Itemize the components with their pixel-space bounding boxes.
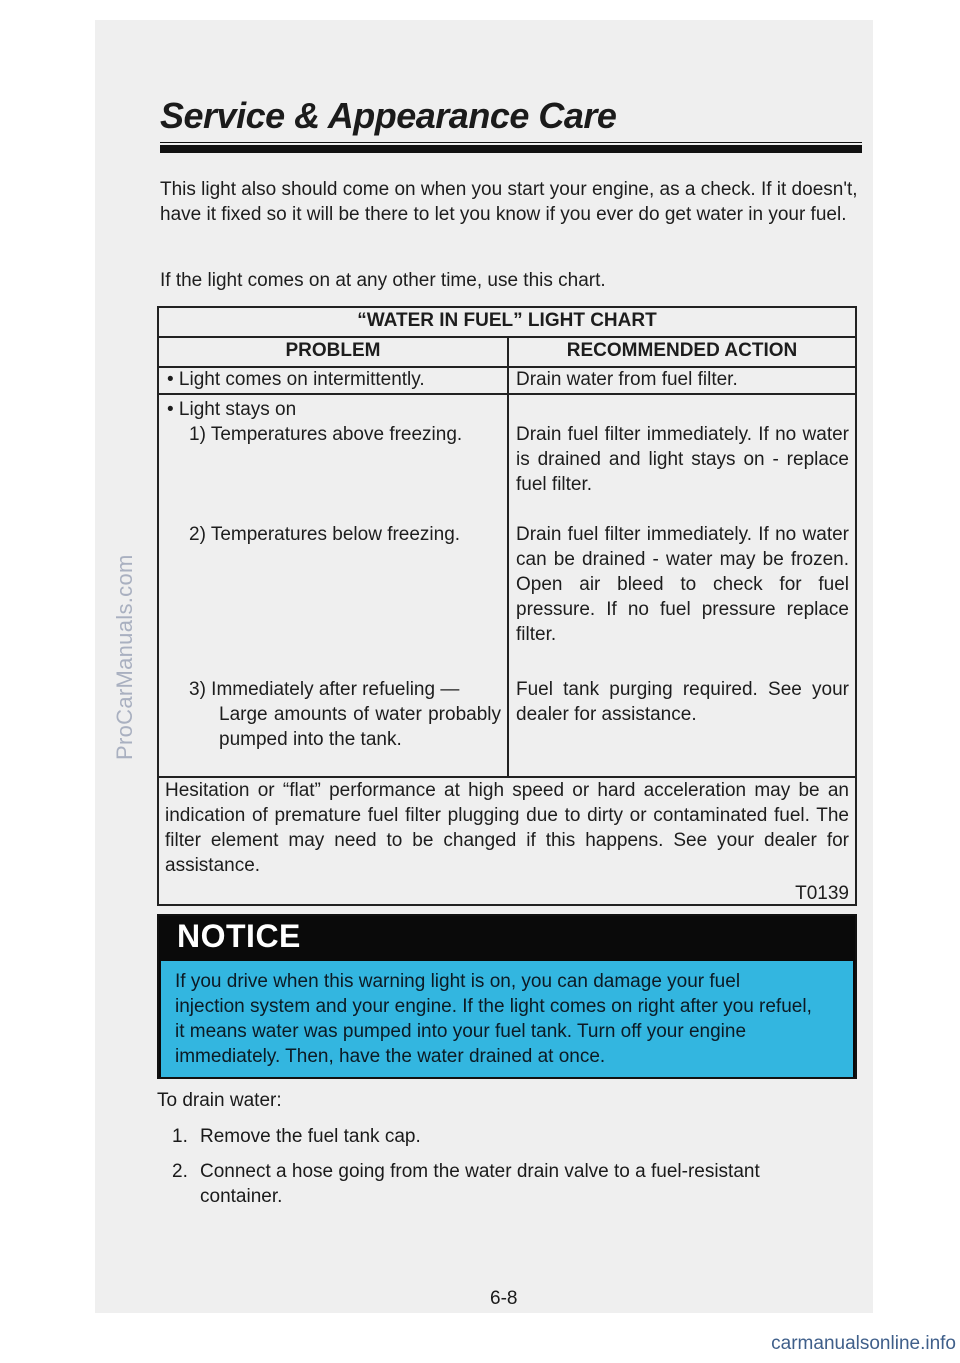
title-rule (160, 145, 862, 153)
chart-note: Hesitation or “flat” performance at high speed or hard acceleration may be an indication of premature fuel filter plugging due to dirty or contaminated fuel. The filter element may need to be changed if this happens. See your dealer for assistance. (165, 780, 849, 876)
row2-item1-problem: 1) Temperatures above freezing. (189, 424, 463, 445)
row1-action: Drain water from fuel filter. (516, 369, 738, 390)
row1-problem: • Light comes on intermittently. (167, 369, 425, 390)
page-title: Service & Appearance Care (160, 95, 617, 136)
row2-problem-head: • Light stays on (167, 399, 297, 420)
column-header-action: RECOMMENDED ACTION (509, 338, 855, 368)
title-rule-thin (160, 142, 862, 143)
drain-intro: To drain water: (157, 1090, 282, 1111)
step-number: 1. (172, 1126, 188, 1147)
chart-title: “WATER IN FUEL” LIGHT CHART (159, 308, 855, 338)
bottom-watermark: carmanualsonline.info (771, 1333, 956, 1354)
side-watermark: ProCarManuals.com (112, 554, 137, 760)
notice-heading: NOTICE (177, 918, 301, 954)
drain-steps (172, 1124, 832, 1219)
row2-item3-problem-rest: Large amounts of water probably pumped into the tank. (219, 704, 501, 750)
row-divider (159, 393, 855, 395)
step-number: 2. (172, 1161, 188, 1182)
row2-item2-action: Drain fuel filter immediately. If no water can be drained - water may be frozen. Open air bleed to check for fuel pressure. If no fuel pressure replace filter. (516, 524, 849, 645)
notice-box (157, 914, 857, 1079)
row2-item1-action: Drain fuel filter immediately. If no water is drained and light stays on - replace fuel filter. (516, 424, 849, 495)
notice-body (161, 961, 853, 1077)
water-in-fuel-chart (157, 306, 857, 906)
step-text: Connect a hose going from the water drain valve to a fuel-resistant container. (200, 1161, 760, 1207)
row2-item2-problem: 2) Temperatures below freezing. (189, 524, 461, 545)
row2-item3-problem-lead: 3) Immediately after refueling — (189, 679, 460, 700)
list-item (172, 1124, 832, 1149)
column-header-problem: PROBLEM (159, 338, 509, 368)
page-number: 6-8 (490, 1288, 518, 1309)
step-text: Remove the fuel tank cap. (200, 1126, 421, 1147)
notice-text: If you drive when this warning light is on, you can damage your fuel injection system and your engine. If the light comes on right after you refuel, it means water was pumped into your fuel tank. Turn off your engine immediately. Then, have the water drained at once. (175, 971, 812, 1067)
intro-paragraph-2: If the light comes on at any other time, use this chart. (160, 270, 606, 291)
chart-code: T0139 (795, 883, 849, 904)
row2-item3-action: Fuel tank purging required. See your dealer for assistance. (516, 679, 849, 725)
list-item (172, 1159, 832, 1209)
intro-paragraph-1: This light also should come on when you start your engine, as a check. If it doesn't, have it fixed so it will be there to let you know if you ever do get water in your fuel. (160, 179, 858, 225)
